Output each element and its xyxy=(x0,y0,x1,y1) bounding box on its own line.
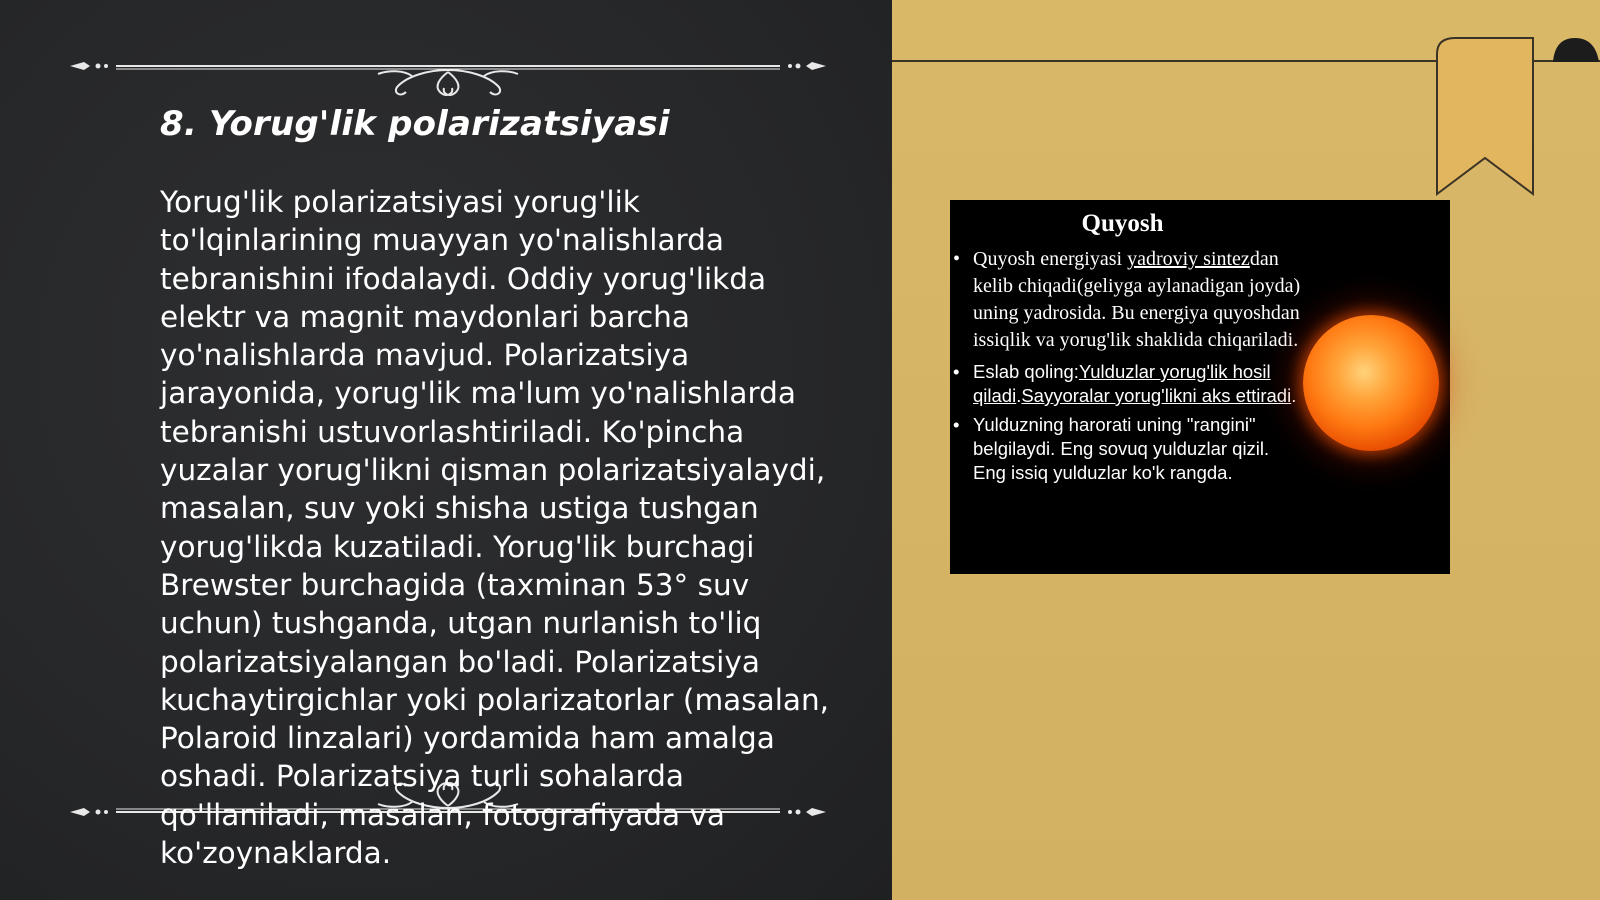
bullet-icon: • xyxy=(953,361,960,382)
list-item: • Quyosh energiyasi yadroviy sintezdan kelib chiqadi(geliyga aylanadigan joyda) uning yadrosida. Bu energiya quyoshdan issiqlik va yorug'lik shaklida chiqariladi. xyxy=(953,248,1301,351)
corner-ribbon-icon xyxy=(1553,36,1600,66)
link-yulduzlar[interactable]: Yulduzlar yorug'lik hosil qiladi xyxy=(973,361,1271,406)
card-title: Quyosh xyxy=(1081,210,1164,237)
bookmark-ribbon-icon xyxy=(1433,36,1543,196)
sun-image xyxy=(1303,315,1439,451)
sun-info-card xyxy=(950,200,1450,574)
list-item: • Eslab qoling:Yulduzlar yorug'lik hosil qiladi.Sayyoralar yorug'likni aks ettiradi. xyxy=(953,361,1297,406)
link-yadroviy-sintez[interactable]: yadroviy sintez xyxy=(1127,248,1250,270)
list-item: • Yulduzning harorati uning "rangini" belgilaydi. Eng sovuq yulduzlar qizil. Eng issiq yulduzlar ko'k rangda. xyxy=(953,414,1270,483)
slide-body-text: Yorug'lik polarizatsiyasi yorug'lik to'lqinlarining muayyan yo'nalishlarda tebranishini ifodalaydi. Oddiy yorug'likda elektr va magnit maydonlari barcha yo'nalishlarda mavjud. Polarizatsiya jarayonida, yorug'lik ma'lum yo'nalishlarda tebranishi ustuvorlashtiriladi. Ko'pincha yuzalar yorug'likni qisman polarizatsiyalaydi, masalan, suv yoki shisha ustiga tushgan yorug'likda kuzatiladi. Yorug'lik burchagi Brewster burchagida (taxminan 53° suv uchun) tushganda, utgan nurlanish to'liq polarizatsiyalangan bo'ladi. Polarizatsiya kuchaytirgichlar yoki polarizatorlar (masalan, Polaroid linzalari) yordamida ham amalga oshadi. Polarizatsiya turli sohalarda qo'llaniladi, masalan, fotografiyada va ko'zoynaklarda. xyxy=(160,185,830,871)
card-bullet-list xyxy=(953,246,1303,490)
link-geliy[interactable]: g xyxy=(1083,275,1094,297)
slide-title: 8. Yorug'lik polarizatsiyasi xyxy=(160,104,670,144)
ornamental-divider-icon xyxy=(68,56,828,100)
link-sayyoralar[interactable]: Sayyoralar yorug'likni aks ettiradi xyxy=(1021,385,1292,406)
bullet-icon: • xyxy=(953,414,960,435)
bullet-icon: • xyxy=(953,248,961,270)
